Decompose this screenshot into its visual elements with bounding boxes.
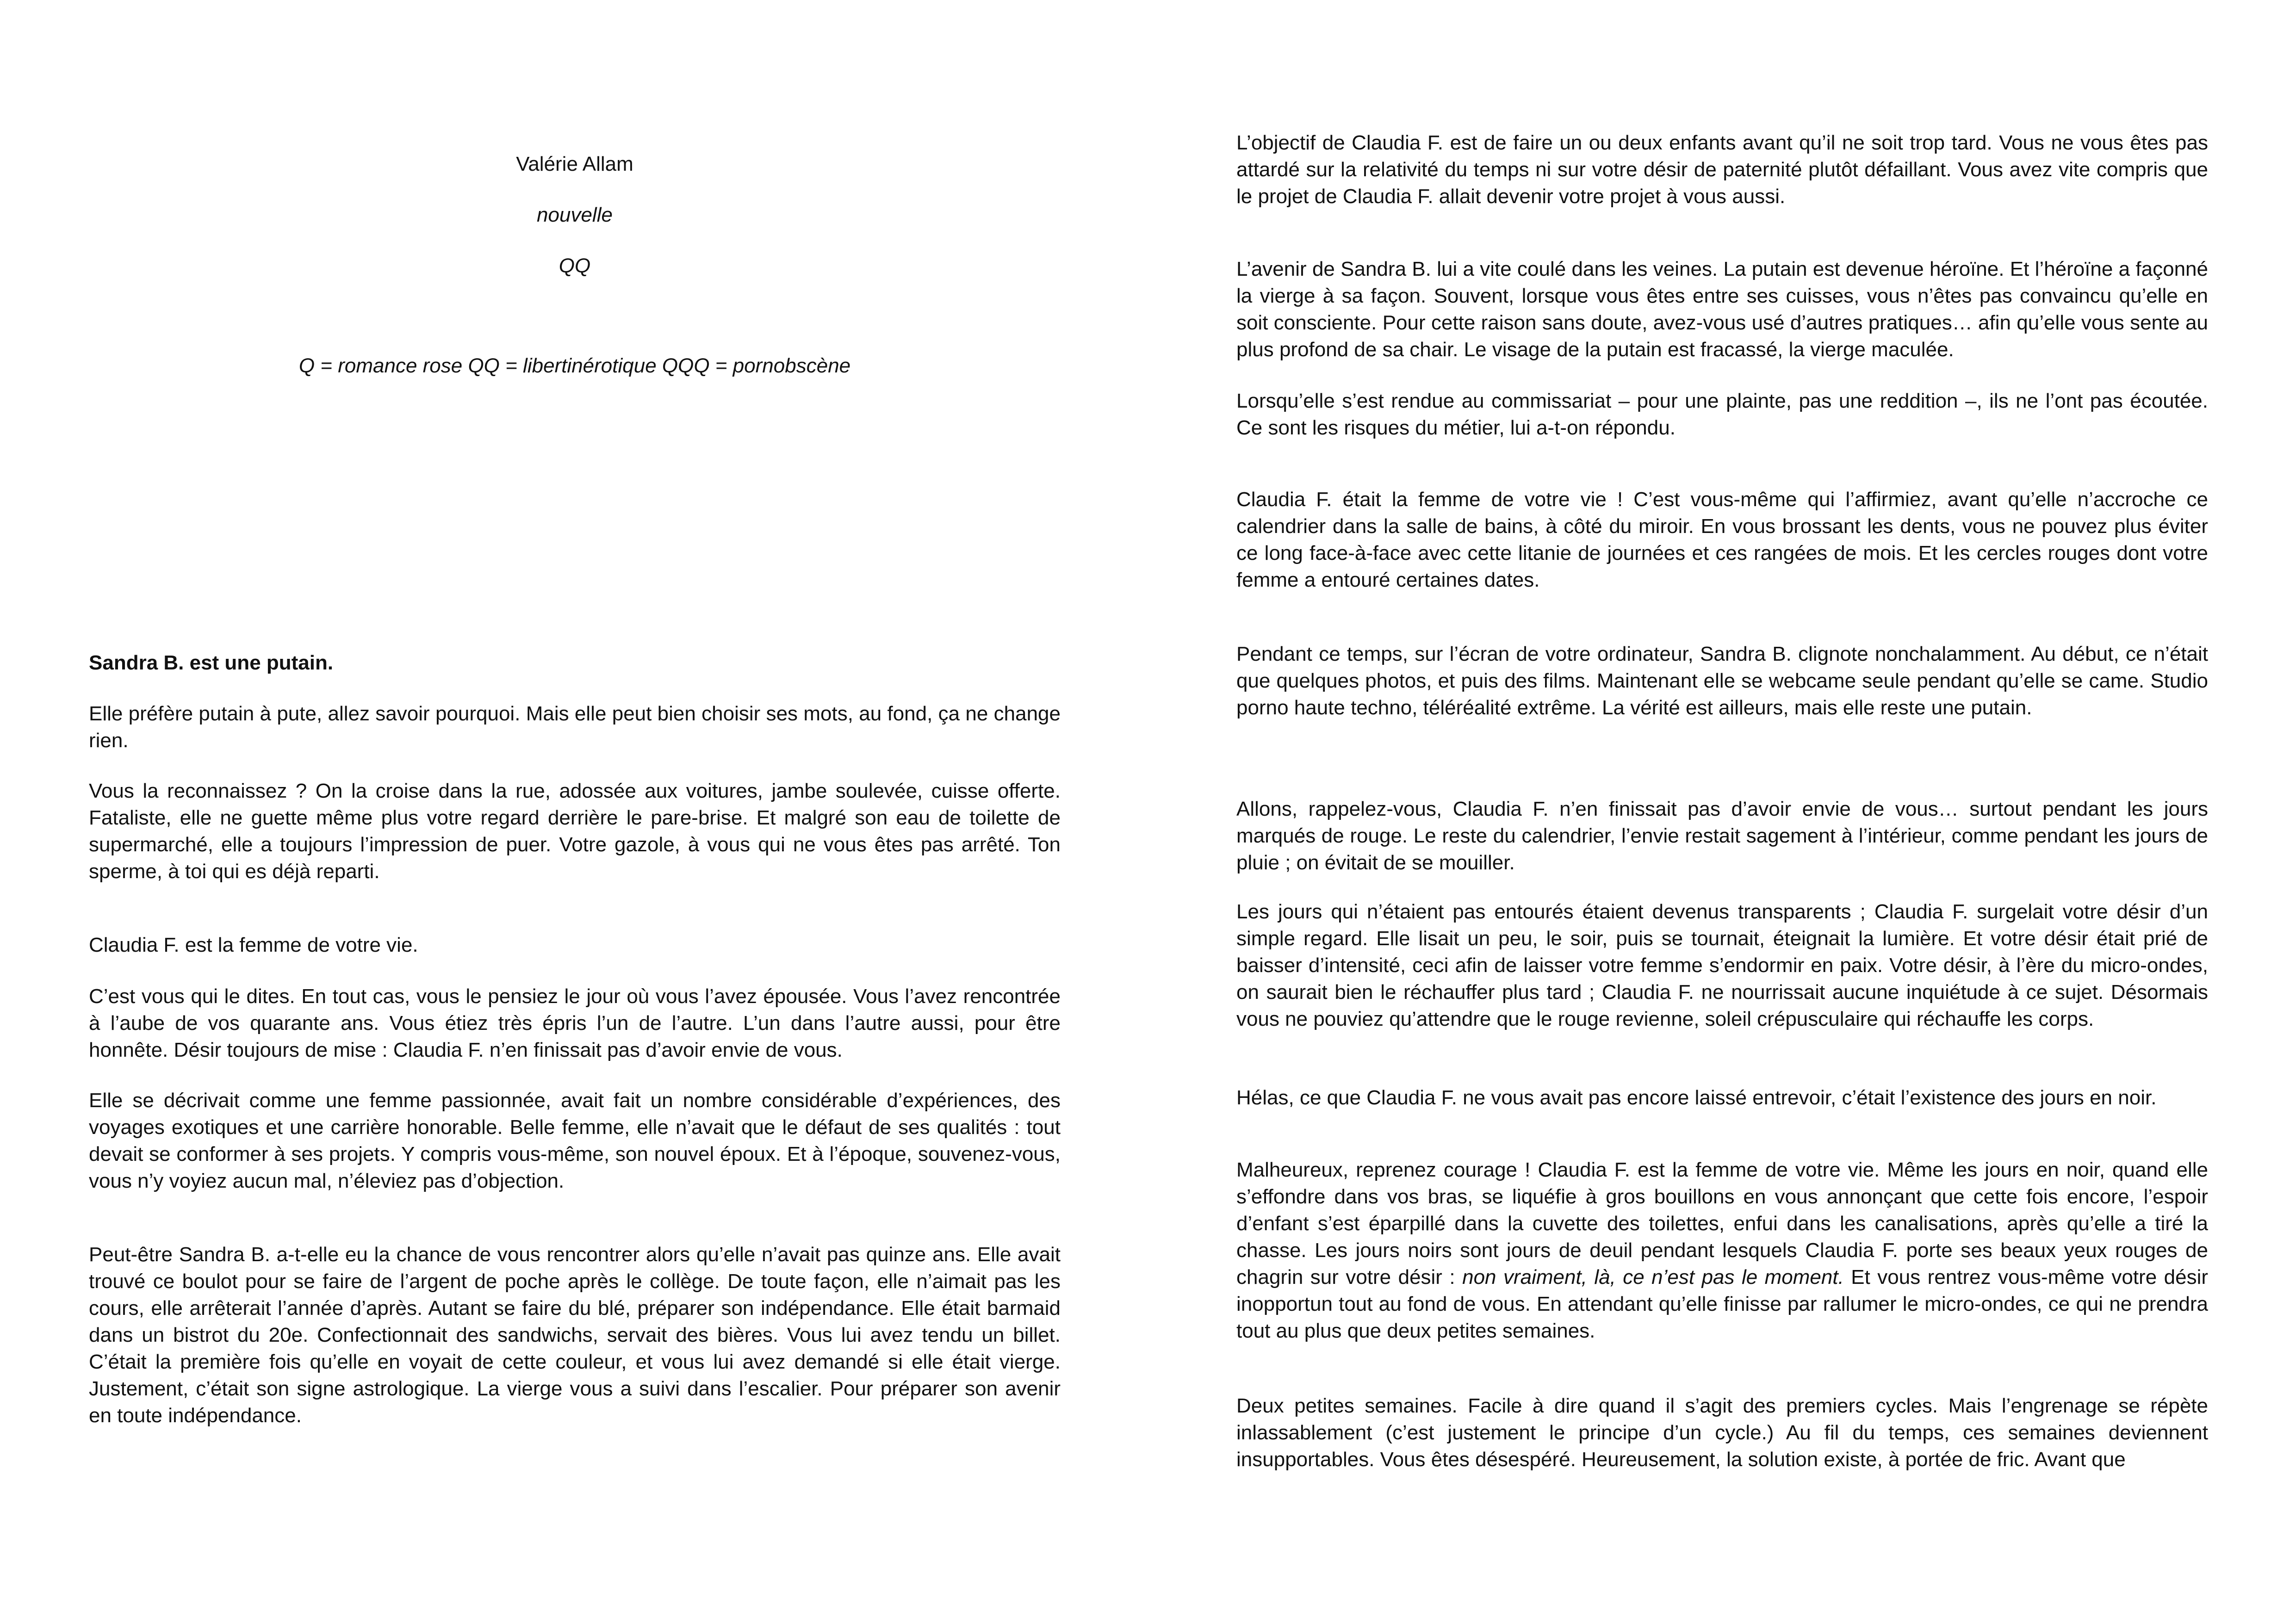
paragraph: Hélas, ce que Claudia F. ne vous avait pas encore laissé entrevoir, c’était l’existence des jours en noir.	[1236, 1086, 2157, 1109]
paragraph-text: Malheureux, reprenez courage ! Claudia F. est la femme de votre vie. Même les jours en noir, quand elle s’effondre dans vos bras, se liquéfie à gros bouillons en vous annonçant que cette fois encore, l’espoir d’enfant s’est éparpillé dans la cuvette des toilettes, enfui dans les canalisations, après qu’elle a tiré la chasse. Les jours noirs sont jours de deuil pendant lesquels Claudia F. porte ses beaux yeux rouges de chagrin sur votre désir :	[1236, 1158, 2208, 1288]
paragraph: Peut-être Sandra B. a-t-elle eu la chance de vous rencontrer alors qu’elle n’avait pas quinze ans. Elle avait trouvé ce boulot pour se faire de l’argent de poche après le collège. De toute façon, elle n’aimait pas les cours, elle arrêterait l’année d’après. Autant se faire du blé, préparer son indépendance. Elle était barmaid dans un bistrot du 20e. Confectionnait des sandwichs, servait des bières. Vous lui avez tendu un billet. C’était la première fois qu’elle en voyait de cette couleur, et vous lui avez demandé si elle était vierge. Justement, c’était son signe astrologique. La vierge vous a suivi dans l’escalier. Pour préparer son avenir en toute indépendance.	[89, 1243, 1061, 1427]
paragraph: L’avenir de Sandra B. lui a vite coulé dans les veines. La putain est devenue héroïne. Et l’héroïne a façonné la vierge à sa façon. Souvent, lorsque vous êtes entre ses cuisses, vous n’êtes pas convaincu qu’elle en soit consciente. Pour cette raison sans doute, avez-vous usé d’autres pratiques… afin qu’elle vous sente au plus profond de sa chair. Le visage de la putain est fracassé, la vierge maculée.	[1236, 258, 2208, 361]
paragraph: Les jours qui n’étaient pas entourés étaient devenus transparents ; Claudia F. surgelait votre désir d’un simple regard. Elle lisait un peu, le soir, puis se tournait, éteignait la lumière. Et votre désir était prié de baisser d’intensité, ceci afin de laisser votre femme s’endormir en paix. Votre désir, à l’ère du micro-ondes, on saurait bien le réchauffer plus tard ; Claudia F. ne nourrissait aucune inquiétude à ce sujet. Désormais vous ne pouviez qu’attendre que le rouge revienne, soleil crépusculaire qui réchauffe les corps.	[1236, 900, 2208, 1030]
genre-label: nouvelle	[537, 204, 613, 226]
paragraph-text: Et vous rentrez vous-même votre désir inopportun tout au fond de vous. En attendant qu’elle finisse par rallumer le micro-ondes, ce qui ne prendra tout au plus que deux petites semaines.	[1236, 1266, 2208, 1342]
paragraph: Vous la reconnaissez ? On la croise dans la rue, adossée aux voitures, jambe soulevée, cuisse offerte. Fataliste, elle ne guette même plus votre regard derrière le pare-brise. Et malgré son eau de toilette de supermarché, elle a toujours l’impression de puer. Votre gazole, à vous qui ne vous êtes pas arrêté. Ton sperme, à toi qui es déjà reparti.	[89, 780, 1061, 883]
paragraph: L’objectif de Claudia F. est de faire un ou deux enfants avant qu’il ne soit trop tard. Vous ne vous êtes pas attardé sur la relativité du temps ni sur votre désir de paternité plutôt défaillant. Vous avez vite compris que le projet de Claudia F. allait devenir votre projet à vous aussi.	[1236, 131, 2208, 208]
rating-label: QQ	[558, 254, 591, 277]
paragraph: Claudia F. est la femme de votre vie.	[89, 934, 418, 956]
paragraph: Pendant ce temps, sur l’écran de votre ordinateur, Sandra B. clignote nonchalamment. Au début, ce n’était que quelques photos, et puis des films. Maintenant elle se webcame seule pendant qu’elle se came. Studio porno haute techno, téléréalité extrême. La vérité est ailleurs, mais elle reste une putain.	[1236, 643, 2208, 719]
paragraph: Deux petites semaines. Facile à dire quand il s’agit des premiers cycles. Mais l’engrenage se répète inlassablement (c’est justement le principe d’un cycle.) Au fil du temps, ces semaines deviennent insupportables. Vous êtes désespéré. Heureusement, la solution existe, à portée de fric. Avant que	[1236, 1394, 2208, 1471]
paragraph: Lorsqu’elle s’est rendue au commissariat – pour une plainte, pas une reddition –, ils ne l’ont pas écoutée. Ce sont les risques du métier, lui a-t-on répondu.	[1236, 390, 2208, 439]
paragraph: Elle préfère putain à pute, allez savoir pourquoi. Mais elle peut bien choisir ses mots, au fond, ça ne change rien.	[89, 702, 1061, 752]
rating-legend: Q = romance rose QQ = libertinérotique QQQ = pornobscène	[298, 354, 851, 377]
paragraph	[1236, 1157, 2208, 1344]
section-heading: Sandra B. est une putain.	[89, 651, 334, 674]
paragraph: Allons, rappelez-vous, Claudia F. n’en finissait pas d’avoir envie de vous… surtout pendant les jours marqués de rouge. Le reste du calendrier, l’envie restait sagement à l’intérieur, comme pendant les jours de pluie ; on évitait de se mouiller.	[1236, 798, 2208, 874]
paragraph: Elle se décrivait comme une femme passionnée, avait fait un nombre considérable d’expériences, des voyages exotiques et une carrière honorable. Belle femme, elle n’avait que le défaut de ses qualités : tout devait se conformer à ses projets. Y compris vous-même, son nouvel époux. Et à l’époque, souvenez-vous, vous n’y voyiez aucun mal, n’éleviez pas d’objection.	[89, 1089, 1061, 1192]
author-name: Valérie Allam	[516, 153, 633, 175]
paragraph: Claudia F. était la femme de votre vie ! C’est vous-même qui l’affirmiez, avant qu’elle n’accroche ce calendrier dans la salle de bains, à côté du miroir. En vous brossant les dents, vous ne pouvez plus éviter ce long face-à-face avec cette litanie de journées et ces rangées de mois. Et les cercles rouges dont votre femme a entouré certaines dates.	[1236, 488, 2208, 591]
quoted-remark: non vraiment, là, ce n’est pas le moment.	[1462, 1266, 1844, 1288]
paragraph: C’est vous qui le dites. En tout cas, vous le pensiez le jour où vous l’avez épousée. Vous l’avez rencontrée à l’aube de vos quarante ans. Vous étiez très épris l’un de l’autre. L’un dans l’autre aussi, pour être honnête. Désir toujours de mise : Claudia F. n’en finissait pas d’avoir envie de vous.	[89, 985, 1061, 1061]
